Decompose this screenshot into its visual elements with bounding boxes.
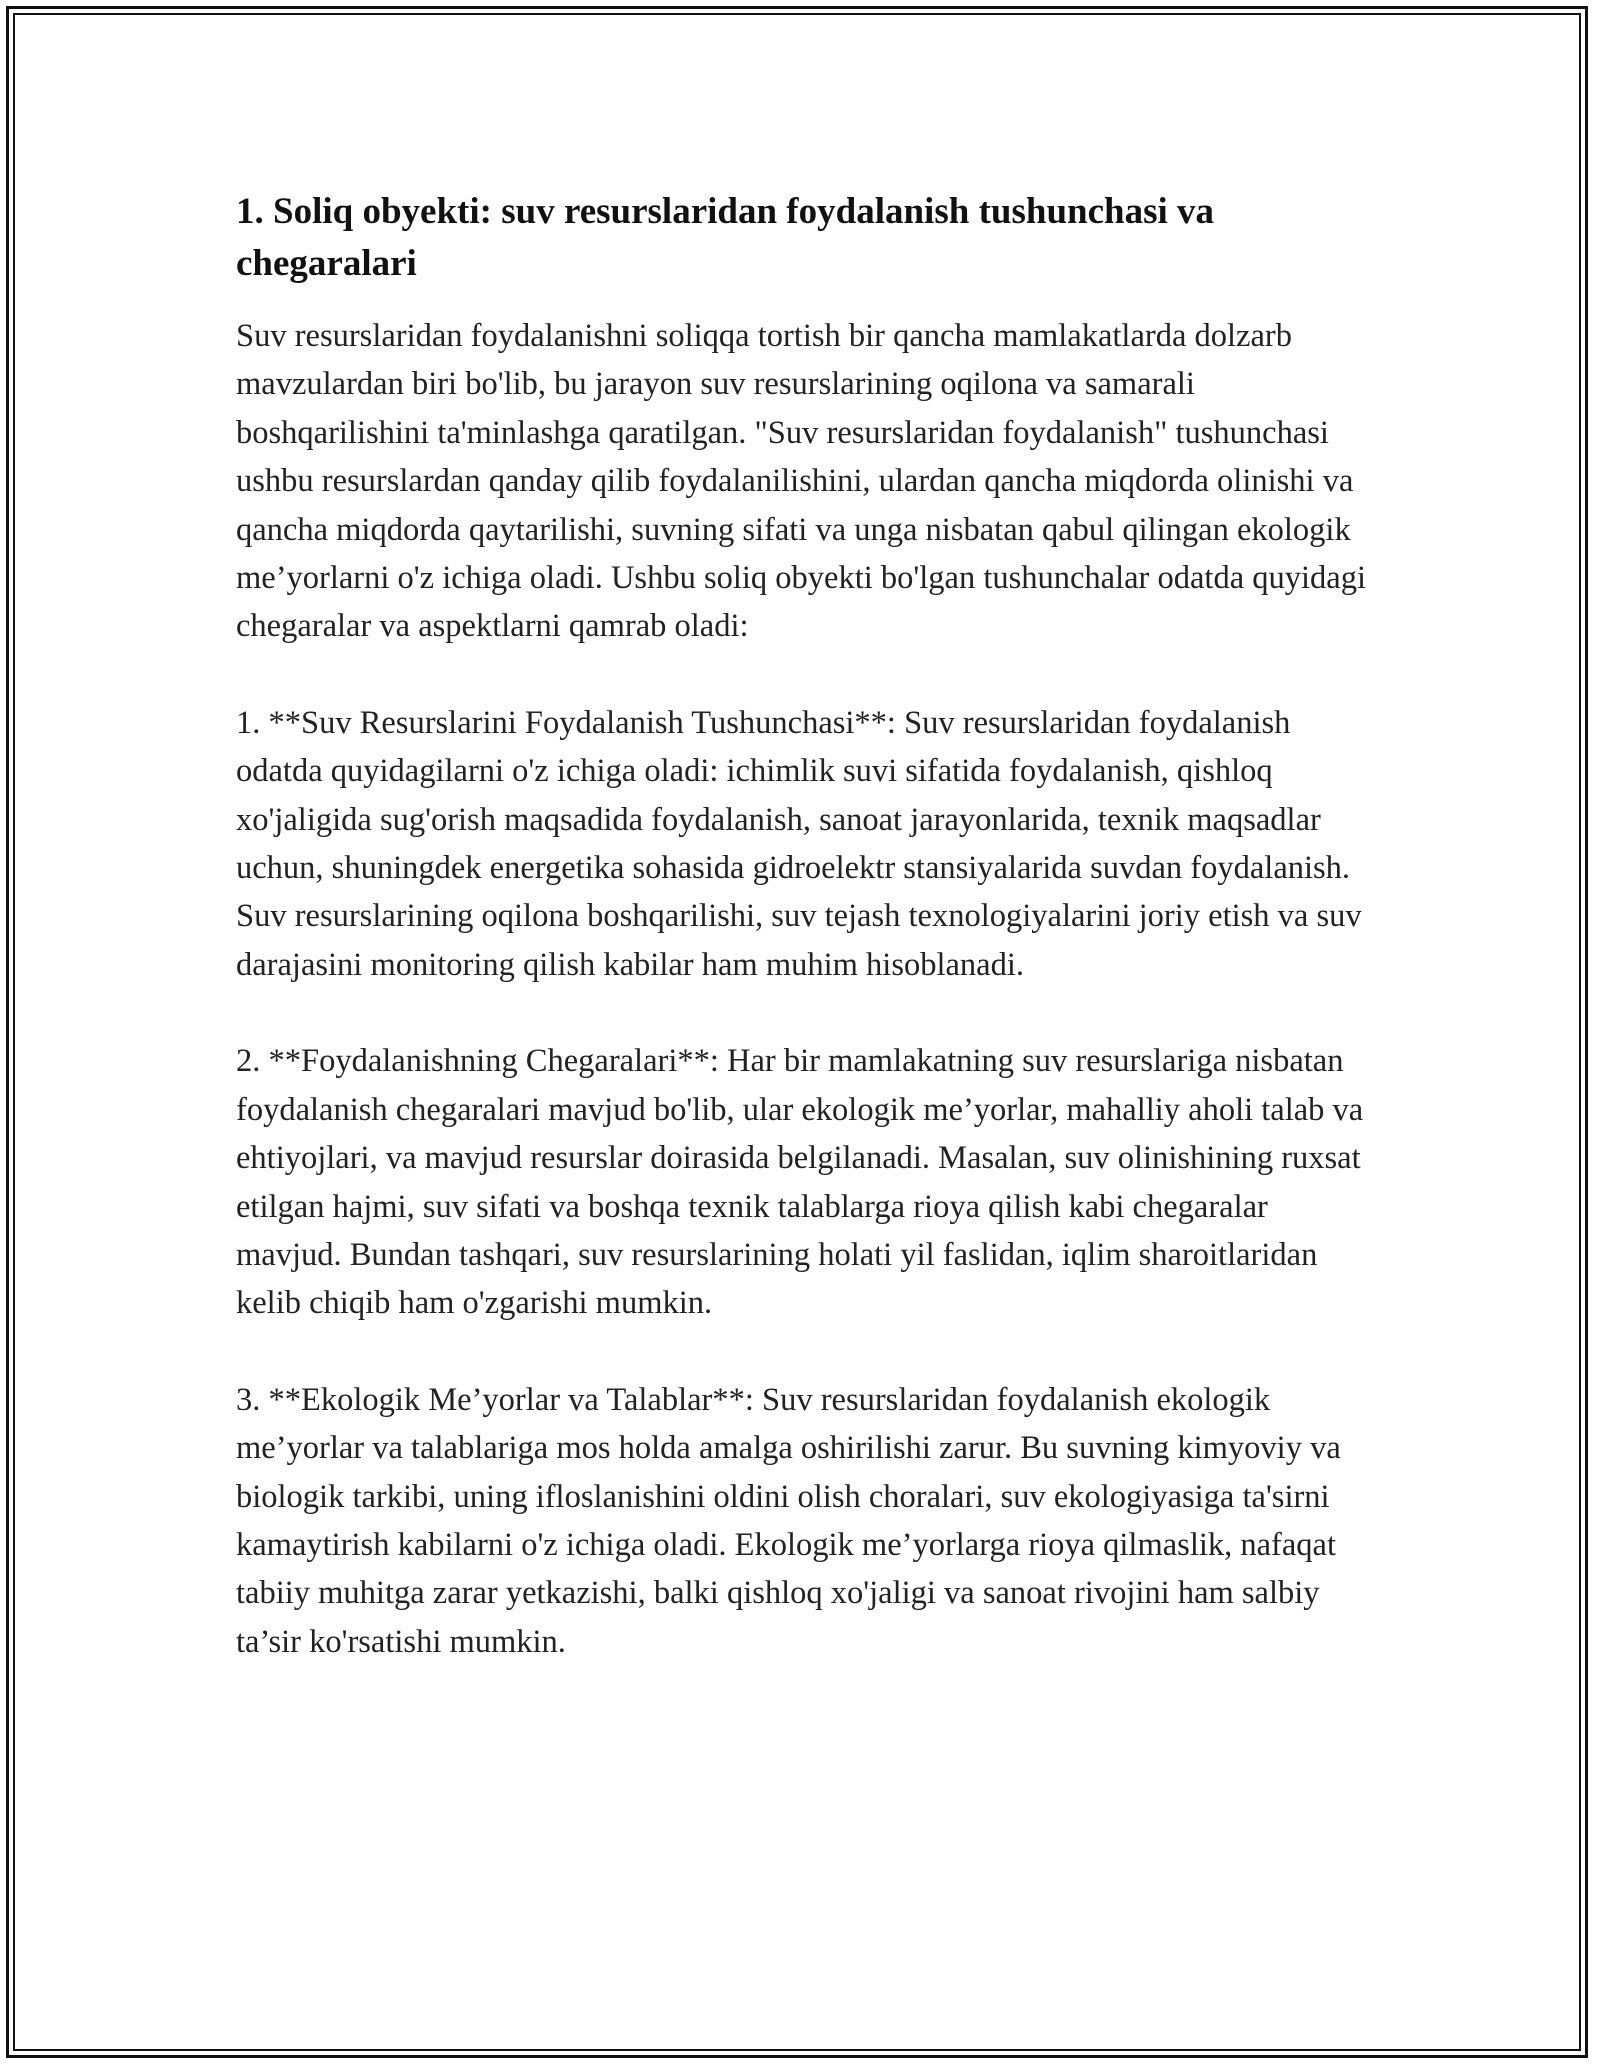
paragraph-water-use-concept: 1. **Suv Resurslarini Foydalanish Tushunchasi**: Suv resurslaridan foydalanish odatda quyidagilarni o'z ichiga oladi: ichimlik suvi sifatida foydalanish, qishloq xo'jaligida sug'orish maqsadida foydalanish, sanoat jarayonlarida, texnik maqsadlar uchun, shuningdek energetika sohasida gidroelektr stansiyalarida suvdan foydalanish. Suv resurslarining oqilona boshqarilishi, suv tejash texnologiyalarini joriy etish va suv darajasini monitoring qilish kabilar ham muhim hisoblanadi.: [236, 704, 1362, 983]
paragraph-ecological-norms: 3. **Ekologik Me’yorlar va Talablar**: Suv resurslaridan foydalanish ekologik me’yorlar va talablariga mos holda amalga oshirilishi zarur. Bu suvning kimyoviy va biologik tarkibi, uning ifloslanishini oldini olish choralari, suv ekologiyasiga ta'sirni kamaytirish kabilarni o'z ichiga oladi. Ekologik me’yorlarga rioya qilmaslik, nafaqat tabiiy muhitga zarar yetkazishi, balki qishloq xo'jaligi va sanoat rivojini ham salbiy ta’sir ko'rsatishi mumkin.: [236, 1381, 1341, 1660]
paragraph-use-limits: 2. **Foydalanishning Chegaralari**: Har bir mamlakatning suv resurslariga nisbatan foydalanish chegaralari mavjud bo'lib, ular ekologik me’yorlar, mahalliy aholi talab va ehtiyojlari, va mavjud resurslar doirasida belgilanadi. Masalan, suv olinishining ruxsat etilgan hajmi, suv sifati va boshqa texnik talablarga rioya qilish kabi chegaralar mavjud. Bundan tashqari, suv resurslarining holati yil faslidan, iqlim sharoitlaridan kelib chiqib ham o'zgarishi mumkin.: [236, 1043, 1364, 1322]
document-body: [236, 186, 1376, 1714]
intro-paragraph: Suv resurslaridan foydalanishni soliqqa tortish bir qancha mamlakatlarda dolzarb mavzulardan biri bo'lib, bu jarayon suv resurslarining oqilona va samarali boshqarilishini ta'minlashga qaratilgan. "Suv resurslaridan foydalanish" tushunchasi ushbu resurslardan qanday qilib foydalanilishini, ulardan qancha miqdorda olinishi va qancha miqdorda qaytarilishi, suvning sifati va unga nisbatan qabul qilingan ekologik me’yorlarni o'z ichiga oladi. Ushbu soliq obyekti bo'lgan tushunchalar odatda quyidagi chegaralar va aspektlarni qamrab oladi:: [236, 318, 1366, 645]
section-title: 1. Soliq obyekti: suv resurslaridan foydalanish tushunchasi va chegaralari: [236, 191, 1215, 284]
